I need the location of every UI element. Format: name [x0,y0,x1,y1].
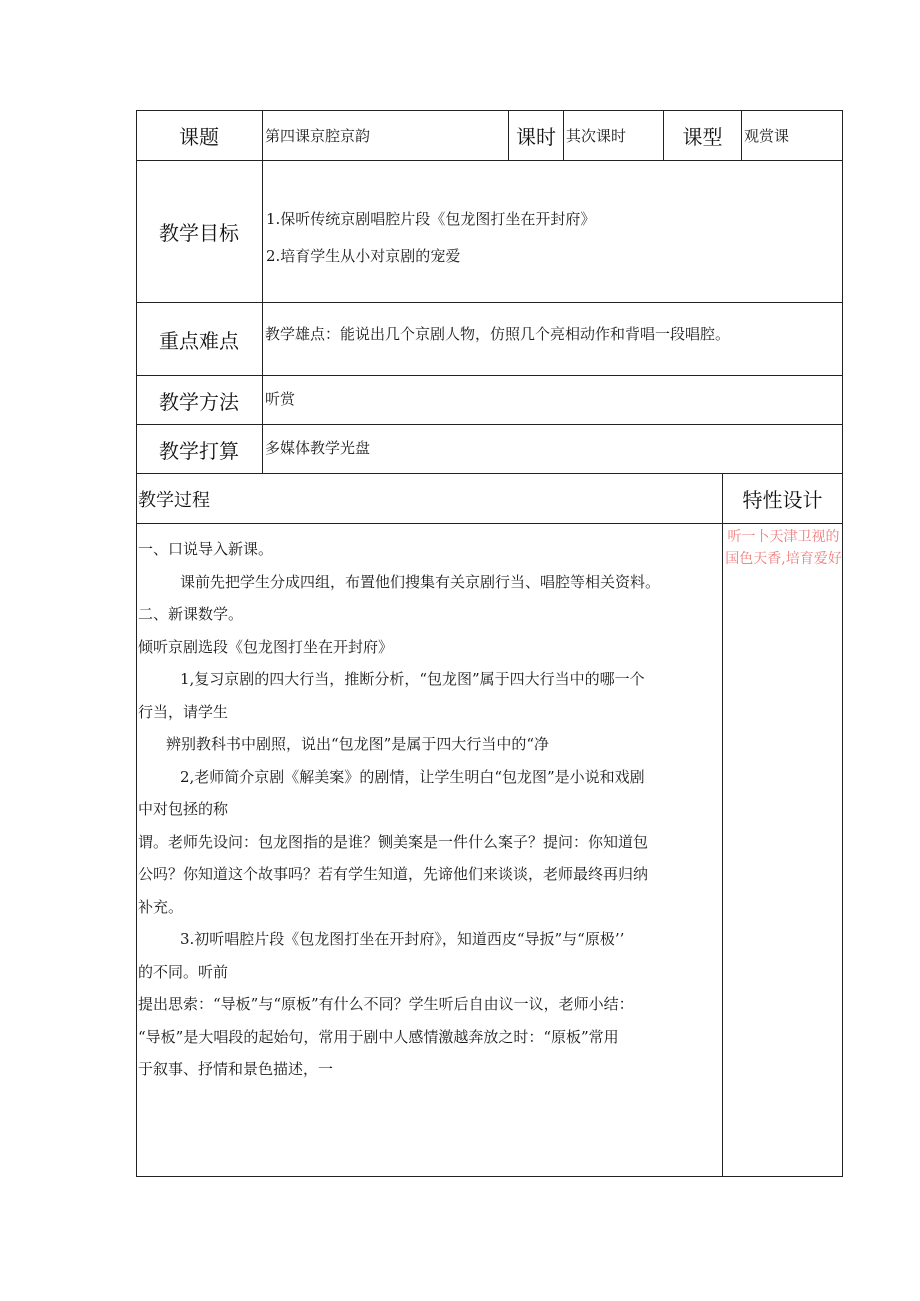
design-label: 特性设计 [742,488,823,512]
keypoints-label: 重点难点 [159,328,239,353]
process-content [138,533,722,1086]
process-label: 教学过程 [138,489,210,511]
process-line: 辨别教科书中剧照，说出“包龙图”是属于四大行当中的“净 [166,735,550,753]
border-right [842,110,843,1177]
type-value: 观赏课 [744,126,790,145]
preparation-label: 教学打算 [159,438,239,463]
keypoints-value: 教学雄点：能说出几个京剧人物，仿照几个亮相动作和背唱一段唱腔。 [265,325,731,343]
process-line: 谓。老师先设问：包龙图指的是谁？铡美案是一件什么案子？提问：你知道包 [138,832,649,851]
process-line: 于叙事、抒情和景色描述，一 [138,1060,334,1078]
process-line: 3.初听唱腔片段《包龙图打坐在开封府》，知道西皮“导扳”与“原极’’ [180,930,625,948]
preparation-value: 多媒体教学光盘 [265,439,371,457]
type-label: 课型 [682,124,723,149]
process-line: 行当，请学生 [138,702,229,721]
objective-item: 2.培育学生从小对京剧的宠爱 [266,247,461,265]
hours-label: 课时 [516,124,556,149]
topic-value: 第四课京腔京韵 [265,126,371,145]
process-line: 2,老师简介京剧《解美案》的剧情，让学生明白“包龙图”是小说和戏剧 [180,767,645,786]
border-bottom [136,1176,843,1177]
rule-design-column [722,473,723,1177]
process-line: 课前先把学生分成四组，布置他们搜集有关京剧行当、唱腔等相关资料。 [180,572,661,591]
lesson-plan-table [136,110,843,1177]
process-line: “导板”是大唱段的起始句，常用于剧中人感情激越奔放之时：“原板”常用 [138,1027,619,1046]
objective-item: 1.保听传统京剧唱腔片段《包龙图打坐在开封府》 [266,210,596,228]
process-line: 二、新课数学。 [138,605,244,623]
process-line: 中对包拯的称 [138,800,229,818]
design-note: 听一卜天津卫视的国色天香,培育爱好 [725,529,842,567]
process-line: 的不同。听前 [138,962,229,981]
method-label: 教学方法 [159,389,239,414]
hours-value: 其次课时 [566,126,627,145]
rule-after-process-header [136,523,843,524]
process-line: 提出思索：“导板”与“原板”有什么不同？学生听后自由议一议，老师小结： [138,995,634,1013]
method-value: 听赏 [265,390,296,408]
process-line: 补充。 [138,897,184,916]
process-line: 1,复习京剧的四大行当，推断分析，“包龙图”属于四大行当中的哪一个 [180,670,645,688]
process-line: 一、口说导入新课。 [138,540,274,558]
process-line: 公吗？你知道这个故事吗？若有学生知道，先谛他们来谈谈，老师最终再归纳 [138,865,649,883]
topic-label: 课题 [179,124,219,149]
objectives-label: 教学目标 [159,221,239,245]
objectives-list [266,201,595,275]
process-line: 倾听京剧选段《包龙图打坐在开封府》 [138,637,394,656]
